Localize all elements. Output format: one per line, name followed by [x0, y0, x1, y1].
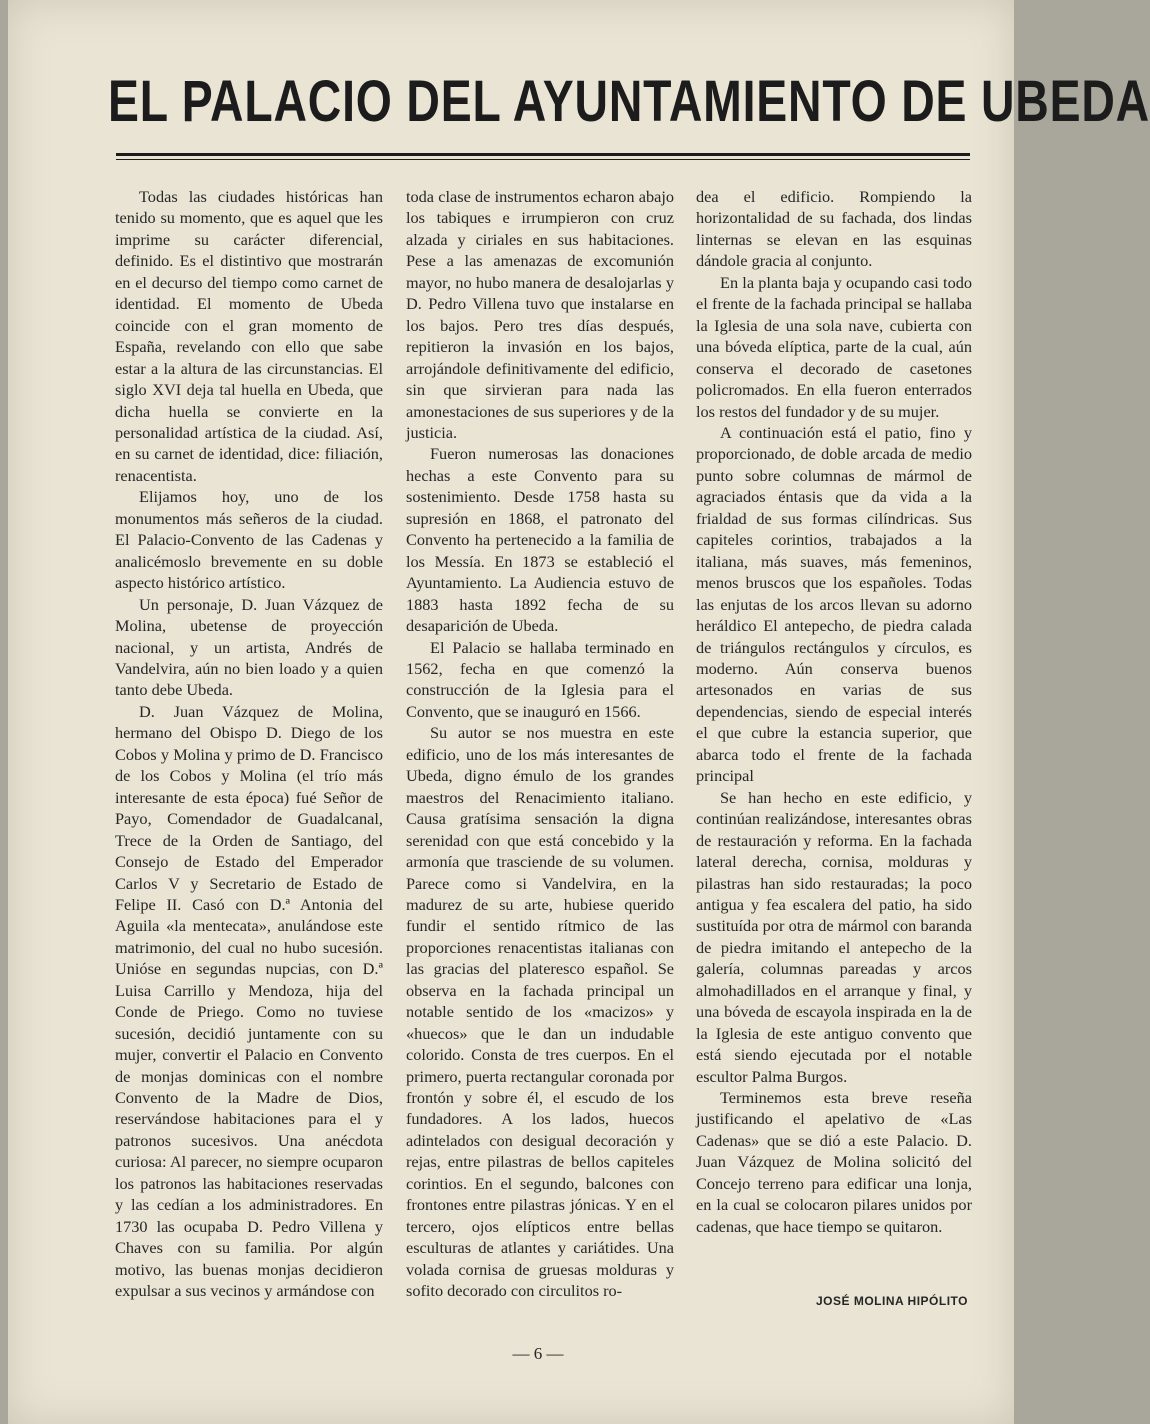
- paragraph: Un personaje, D. Juan Vázquez de Molina, ubetense de proyección nacional, y un artista, Andrés de Vandelvira, aún no bien loado y a quien tanto debe Ubeda.: [115, 594, 383, 700]
- paragraph: Todas las ciudades históricas han tenido su momento, que es aquel que les imprime su carácter diferencial, definido. Es el distintivo que mostrarán en el decurso del tiempo como carnet de identidad. El momento de Ubeda coincide con el gran momento de España, revelando con ello que sabe estar a la altura de las circunstancias. El siglo XVI deja tal huella en Ubeda, que dicha huella se convierte en la personalidad artística de la ciudad. Así, en su carnet de identidad, dice: filiación, renacentista.: [115, 187, 383, 485]
- paragraph: D. Juan Vázquez de Molina, hermano del Obispo D. Diego de los Cobos y Molina y primo de D. Francisco de los Cobos y Molina (el trío más interesante de esta época) fué Señor de Payo, Comendador de Guadalcanal, Trece de la Orden de Santiago, del Consejo de Estado del Emperador Carlos V y Secretario de Estado de Felipe II. Casó con D.ª Antonia del Aguila «la mentecata», anulándose este matrimonio, del cual no hubo sucesión. Unióse en segundas nupcias, con D.ª Luisa Carrillo y Mendoza, hija del Conde de Priego. Como no tuviese sucesión, decidió juntamente con su mujer, convertir el Palacio en Convento de monjas dominicas con el nombre Convento de la Madre de Dios, reservándose habitaciones para el y patronos sucesivos. Una anécdota curiosa: Al parecer, no siempre ocuparon los patronos las habitaciones reservadas y las cedían a los administradores. En 1730 las ocupaba D. Pedro Villena y Chaves con su familia. Por algún motivo, las buenas monjas decidieron expulsar a sus vecinos y armándose con: [115, 701, 383, 1301]
- text-column-3: [696, 186, 972, 1237]
- paragraph: El Palacio se hallaba terminado en 1562, fecha en que comenzó la construcción de la Iglesia para el Convento, que se inauguró en 1566.: [406, 637, 674, 721]
- paragraph: A continuación está el patio, fino y proporcionado, de doble arcada de medio punto sobre columnas de mármol de agraciados éntasis que da vida a la frialdad de sus formas cilíndricas. Sus capiteles corintios, trabajados a la italiana, más suaves, más femeninos, menos bruscos que los españoles. Todas las enjutas de los arcos llevan su adorno heráldico El antepecho, de piedra calada de triángulos rectángulos y círculos, es moderno. Aún conserva buenos artesonados en varias de sus dependencias, siendo de especial interés el que cubre la estancia superior, que abarca todo el frente de la fachada principal: [696, 422, 972, 786]
- page-number: — 6 —: [512, 1344, 564, 1363]
- paragraph: Se han hecho en este edificio, y continúan realizándose, interesantes obras de restauración y reforma. En la fachada lateral derecha, cornisa, molduras y pilastras han sido restauradas; la poco antigua y fea escalera del patio, ha sido sustituída por otra de mármol con baranda de piedra imitando el antepecho de la galería, columnas pareadas y arcos almohadillados en el arranque y final, y una bóveda de escayola inspirada en la de la Iglesia de este antiguo convento que está siendo ejecutada por el notable escultor Palma Burgos.: [696, 787, 972, 1086]
- paragraph: Elijamos hoy, uno de los monumentos más señeros de la ciudad. El Palacio-Convento de las Cadenas y analicémoslo brevemente en su doble aspecto histórico artístico.: [115, 487, 383, 593]
- paragraph: Su autor se nos muestra en este edificio, uno de los más interesantes de Ubeda, digno émulo de los grandes maestros del Renacimiento italiano. Causa gratísima sensación la digna serenidad con que está concebido y la armonía que trasciende de su volumen. Parece como si Vandelvira, en la madurez de su arte, hubiese querido fundir el sentido rítmico de las proporciones renacentistas italianas con las gracias del plateresco español. Se observa en la fachada principal un notable sentido de los «macizos» y «huecos» que le dan un indudable colorido. Consta de tres cuerpos. En el primero, puerta rectangular coronada por frontón y sobre él, el escudo de los fundadores. A los lados, huecos adintelados con desigual decoración y rejas, entre pilastras de bellos capiteles corintios. En el segundo, balcones con frontones entre pilastras jónicas. Y en el tercero, ojos elípticos entre bellas esculturas de atlantes y cariátides. Una volada cornisa de gruesas molduras y sofito decorado con circulitos ro-: [406, 723, 674, 1301]
- paragraph: Terminemos esta breve reseña justificando el apelativo de «Las Cadenas» que se dió a este Palacio. D. Juan Vázquez de Molina solicitó del Concejo terreno para edificar una lonja, en la cual se colocaron pilares unidos por cadenas, que hace tiempo se quitaron.: [696, 1088, 972, 1236]
- paragraph: dea el edificio. Rompiendo la horizontalidad de su fachada, dos lindas linternas se elevan en las esquinas dándole gracia al conjunto.: [696, 187, 972, 271]
- title-rule-thin: [116, 159, 970, 160]
- author-signature: JOSÉ MOLINA HIPÓLITO: [815, 1294, 968, 1308]
- paragraph: En la planta baja y ocupando casi todo el frente de la fachada principal se hallaba la Iglesia de una sola nave, cubierta con una bóveda elíptica, parte de la cual, aún conserva el decorado de casetones policromados. En ella fueron enterrados los restos del fundador y de su mujer.: [696, 272, 972, 421]
- paragraph: Fueron numerosas las donaciones hechas a este Convento para su sostenimiento. Desde 1758 hasta su supresión en 1868, el patronato del Convento ha pertenecido a la familia de los Messía. En 1873 se estableció el Ayuntamiento. La Audiencia estuvo de 1883 hasta 1892 fecha de su desaparición de Ubeda.: [406, 444, 674, 636]
- title-rule-thick: [116, 153, 970, 156]
- magazine-page: [8, 0, 1150, 1424]
- article-title: EL PALACIO DEL AYUNTAMIENTO DE UBEDA: [108, 69, 1150, 134]
- text-column-2: [406, 186, 674, 1302]
- text-column-1: [115, 186, 383, 1302]
- paragraph: toda clase de instrumentos echaron abajo los tabiques e irrumpieron con cruz alzada y ciriales en sus habitaciones. Pese a las amenazas de excomunión mayor, no hubo manera de desalojarlas y D. Pedro Villena tuvo que instalarse en los bajos. Pero tres días después, repitieron la invasión en los bajos, arrojándole definitivamente del edificio, sin que sirvieran para nada las amonestaciones de sus superiores y de la justicia.: [406, 187, 674, 442]
